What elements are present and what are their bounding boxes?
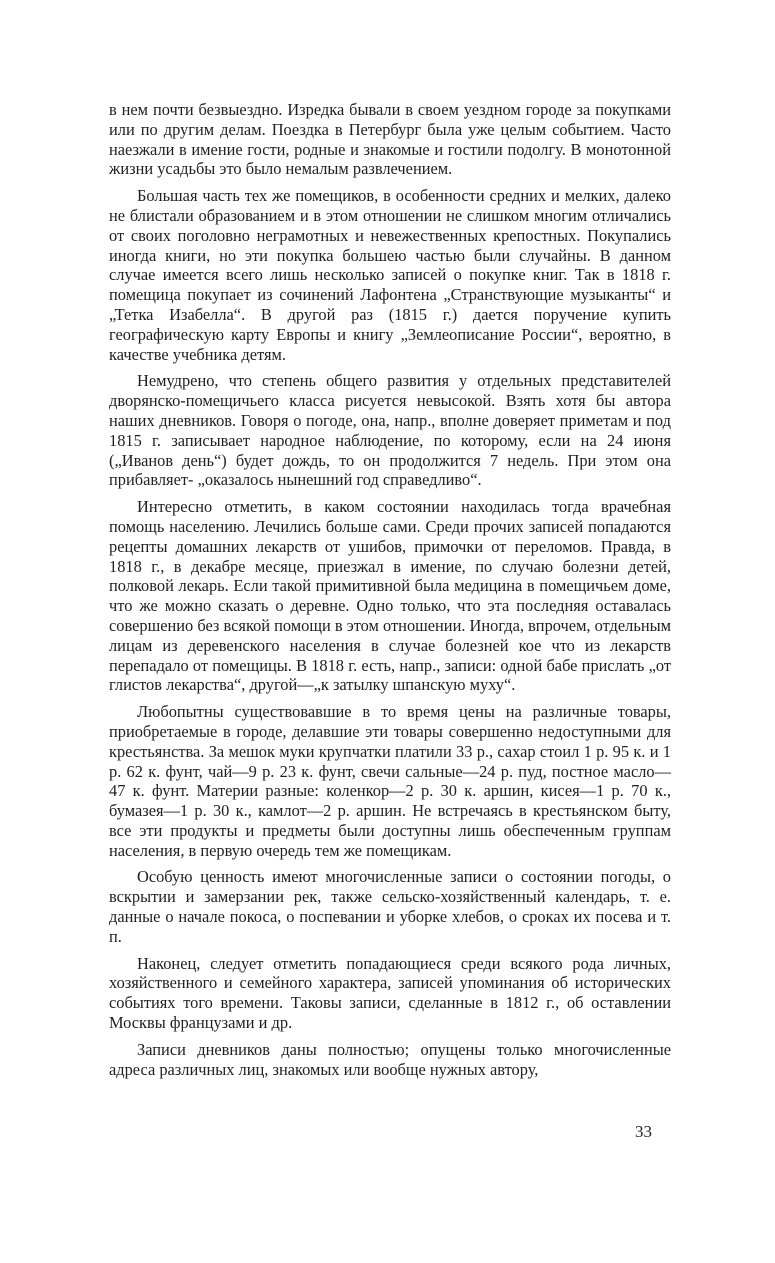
- paragraph-diary-notes: Записи дневников даны полностью; опущены только многочисленные адреса различных лиц, знакомых или вообще нужных автору,: [109, 1039, 671, 1079]
- paragraph-landowners-education: Большая часть тех же помещиков, в особенности средних и мелких, далеко не блистали образованием и в этом отношении не слишком многим отличались от своих поголовно неграмотных и невежественных крепостных. Покупались иногда книги, но эти покупка большею частью были случайны. В данном случае имеется всего лишь несколько записей о покупке книг. Так в 1818 г. помещица покупает из сочинений Лафонтена „Странствующие музыканты“ и „Тетка Изабелла“. В другой раз (1815 г.) дается поручение купить географическую карту Европы и книгу „Землеописание России“, вероятно, в качестве учебника детям.: [109, 186, 671, 364]
- paragraph-general-development: Немудрено, что степень общего развития у отдельных представителей дворянско-помещичьего класса рисуется невысокой. Взять хотя бы автора наших дневников. Говоря о погоде, она, напр., вполне доверяет приметам и под 1815 г. записывает народное наблюдение, по которому, если на 24 июня („Иванов день“) будет дождь, то он продолжится 7 недель. При этом она прибавляет- „оказалось нынешний год справедливо“.: [109, 371, 671, 490]
- page-body: [109, 100, 671, 1086]
- paragraph-continuation: в нем почти безвыездно. Изредка бывали в своем уездном городе за покупками или по другим делам. Поездка в Петербург была уже целым событием. Часто наезжали в имение гости, родные и знакомые и гостили подолгу. В монотонной жизни усадьбы это было немалым развлечением.: [109, 100, 671, 179]
- page-number: 33: [635, 1122, 652, 1141]
- paragraph-prices: Любопытны существовавшие в то время цены на различные товары, приобретаемые в городе, делавшие эти товары совершенно недоступными для крестьянства. За мешок муки крупчатки платили 33 р., сахар стоил 1 р. 95 к. и 1 р. 62 к. фунт, чай—9 р. 23 к. фунт, свечи сальные—24 р. пуд, постное масло—47 к. фунт. Материи разные: коленкор—2 р. 30 к. аршин, кисея—1 р. 70 к., бумазея—1 р. 30 к., камлот—2 р. аршин. Не встречаясь в крестьянском быту, все эти продукты и предметы были доступны лишь обеспеченным группам населения, в первую очередь тем же помещикам.: [109, 702, 671, 860]
- paragraph-medical-help: Интересно отметить, в каком состоянии находилась тогда врачебная помощь населению. Лечились больше сами. Среди прочих записей попадаются рецепты домашних лекарств от ушибов, примочки от переломов. Правда, в 1818 г., в декабре месяце, приезжал в имение, по случаю болезни детей, полковой лекарь. Если такой примитивной была медицина в помещичьем доме, что же можно сказать о деревне. Одно только, что эта последняя оставалась совершенио без всякой помощи в этом отношении. Иногда, впрочем, отдельным лицам из деревенского населения в случае болезней кое что из лекарств перепадало от помещицы. В 1818 г. есть, напр., записи: одной бабе прислать „от глистов лекарства“, другой—„к затылку шпанскую муху“.: [109, 497, 671, 695]
- paragraph-weather-records: Особую ценность имеют многочисленные записи о состоянии погоды, о вскрытии и замерзании рек, также сельско-хозяйственный календарь, т. е. данные о начале покоса, о поспевании и уборке хлебов, о сроках их посева и т. п.: [109, 867, 671, 946]
- paragraph-historical-events: Наконец, следует отметить попадающиеся среди всякого рода личных, хозяйственного и семейного характера, записей упоминания об исторических событиях того времени. Таковы записи, сделанные в 1812 г., об оставлении Москвы французами и др.: [109, 953, 671, 1033]
